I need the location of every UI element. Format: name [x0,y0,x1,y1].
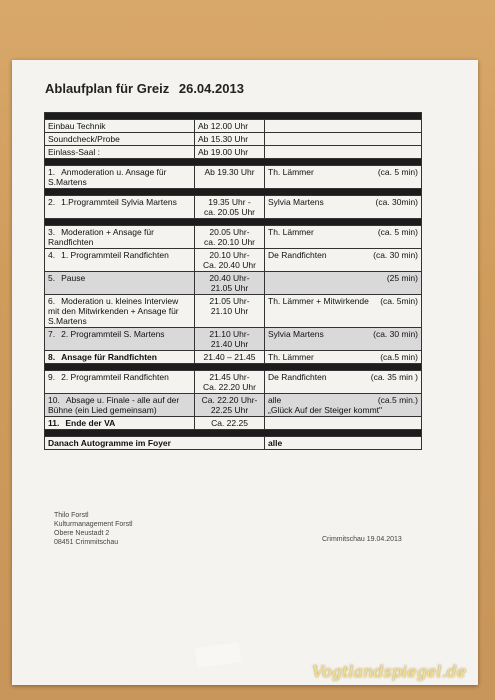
row-person: Th. Lämmer [268,227,314,237]
row-duration: (ca. 5 min) [377,167,418,177]
row-duration: (ca. 30 min) [373,250,418,260]
row-task [45,371,195,394]
row-who [265,417,422,430]
schedule-row [45,249,422,272]
separator-bar [45,113,422,120]
row-person: Th. Lämmer [268,352,314,362]
schedule-row [45,371,422,394]
row-task-text: Absage u. Finale - alle auf der Bühne (ein Lied gemeinsam) [48,395,180,415]
row-who [265,166,422,189]
row-who [265,249,422,272]
row-person: Sylvia Martens [268,329,324,339]
row-number: 4. [48,250,56,260]
row-duration: (ca. 35 min ) [370,372,418,382]
row-task-text: Ansage für Randfichten [61,352,157,362]
row-task-text: Ende der VA [65,418,116,428]
row-person: De Randfichten [268,372,327,382]
row-duration: (ca. 5 min) [377,227,418,237]
schedule-row [45,394,422,417]
row-duration: (ca.5 min) [380,352,418,362]
row-number: 8. [48,352,56,362]
row-task-text: Moderation u. kleines Interview mit den Mitwirkenden + Ansage für S.Martens [48,296,179,326]
header-label: Soundcheck/Probe [45,133,195,146]
row-task-text: Pause [61,273,86,283]
row-task-text: 1. Programmteil Randfichten [61,250,169,260]
row-duration: (ca. 30 min) [373,329,418,339]
header-empty [265,120,422,133]
title-text: Ablaufplan für Greiz [45,81,170,96]
row-number: 2. [48,197,56,207]
document-title [45,81,244,96]
title-date: 26.04.2013 [178,81,244,96]
row-time: 19.35 Uhr - ca. 20.05 Uhr [195,196,265,219]
row-number: 11. [48,418,60,428]
header-row [45,146,422,159]
schedule-row [45,226,422,249]
row-task [45,417,195,430]
schedule-row [45,328,422,351]
header-empty [265,133,422,146]
row-person: Th. Lämmer + Mitwirkende [268,296,369,306]
header-label: Einbau Technik [45,120,195,133]
schedule-row [45,272,422,295]
row-task [45,328,195,351]
separator-bar [45,189,422,196]
row-number: 1. [48,167,56,177]
row-task [45,394,195,417]
row-time: 21.10 Uhr- 21.40 Uhr [195,328,265,351]
row-who [265,394,422,417]
row-task [45,249,195,272]
row-duration: (ca.5 min.) [377,395,418,405]
row-number: 5. [48,273,56,283]
row-who [265,328,422,351]
header-empty [265,146,422,159]
row-task [45,196,195,219]
watermark-logo: Vogtlandspiegel.de [312,662,467,681]
row-duration: (ca. 5min) [380,296,418,306]
sender-name: Thilo Forstl [54,512,89,519]
row-time: 20.40 Uhr- 21.05 Uhr [195,272,265,295]
sender-address [54,511,133,547]
autograph-who: alle [265,437,422,450]
schedule-table [44,112,422,450]
header-label: Einlass-Saal : [45,146,195,159]
row-number: 6. [48,296,56,306]
row-person: Th. Lämmer [268,167,314,177]
schedule-row [45,196,422,219]
row-task [45,166,195,189]
row-task-text: 2. Programmteil Randfichten [61,372,169,382]
row-time: Ab 19.30 Uhr [195,166,265,189]
sender-street: Obere Neustadt 2 [54,530,110,537]
row-task [45,351,195,364]
sender-company: Kulturmanagement Forstl [54,521,133,528]
schedule-row [45,166,422,189]
separator-bar [45,219,422,226]
row-who [265,272,422,295]
row-who [265,226,422,249]
row-task [45,226,195,249]
row-duration: (ca. 30min) [375,197,418,207]
sender-city: 08451 Crimmitschau [54,539,119,546]
row-who [265,351,422,364]
row-task-text: Moderation + Ansage für Randfichten [48,227,154,247]
header-row [45,133,422,146]
schedule-row [45,295,422,328]
row-task [45,272,195,295]
row-time: Ca. 22.25 [195,417,265,430]
row-person: De Randfichten [268,250,327,260]
separator-bar [45,364,422,371]
row-time: 20.10 Uhr- Ca. 20.40 Uhr [195,249,265,272]
schedule-row [45,351,422,364]
place-date: Crimmitschau 19.04.2013 [322,536,402,543]
separator-bar [45,159,422,166]
row-task-text: Anmoderation u. Ansage für S.Martens [48,167,167,187]
row-who [265,295,422,328]
row-task-text: 2. Programmteil S. Martens [61,329,165,339]
row-time: Ca. 22.20 Uhr- 22.25 Uhr [195,394,265,417]
separator-bar [45,430,422,437]
row-person: Sylvia Martens [268,197,324,207]
row-duration: (25 min) [386,273,418,283]
row-person: alle „Glück Auf der Steiger kommt" [268,395,383,415]
row-number: 10. [48,395,60,405]
header-row [45,120,422,133]
autograph-task: Danach Autogramme im Foyer [45,437,265,450]
paper-sheet [12,60,478,685]
header-time: Ab 12.00 Uhr [195,120,265,133]
row-time: 21.05 Uhr- 21.10 Uhr [195,295,265,328]
row-number: 3. [48,227,56,237]
header-time: Ab 15.30 Uhr [195,133,265,146]
row-who [265,196,422,219]
row-time: 21.45 Uhr- Ca. 22.20 Uhr [195,371,265,394]
row-number: 9. [48,372,56,382]
row-time: 20.05 Uhr- ca. 20.10 Uhr [195,226,265,249]
header-time: Ab 19.00 Uhr [195,146,265,159]
row-task-text: 1.Programmteil Sylvia Martens [61,197,177,207]
schedule-row [45,417,422,430]
row-who [265,371,422,394]
row-time: 21.40 – 21.45 [195,351,265,364]
row-number: 7. [48,329,56,339]
autograph-row [45,437,422,450]
row-task [45,295,195,328]
